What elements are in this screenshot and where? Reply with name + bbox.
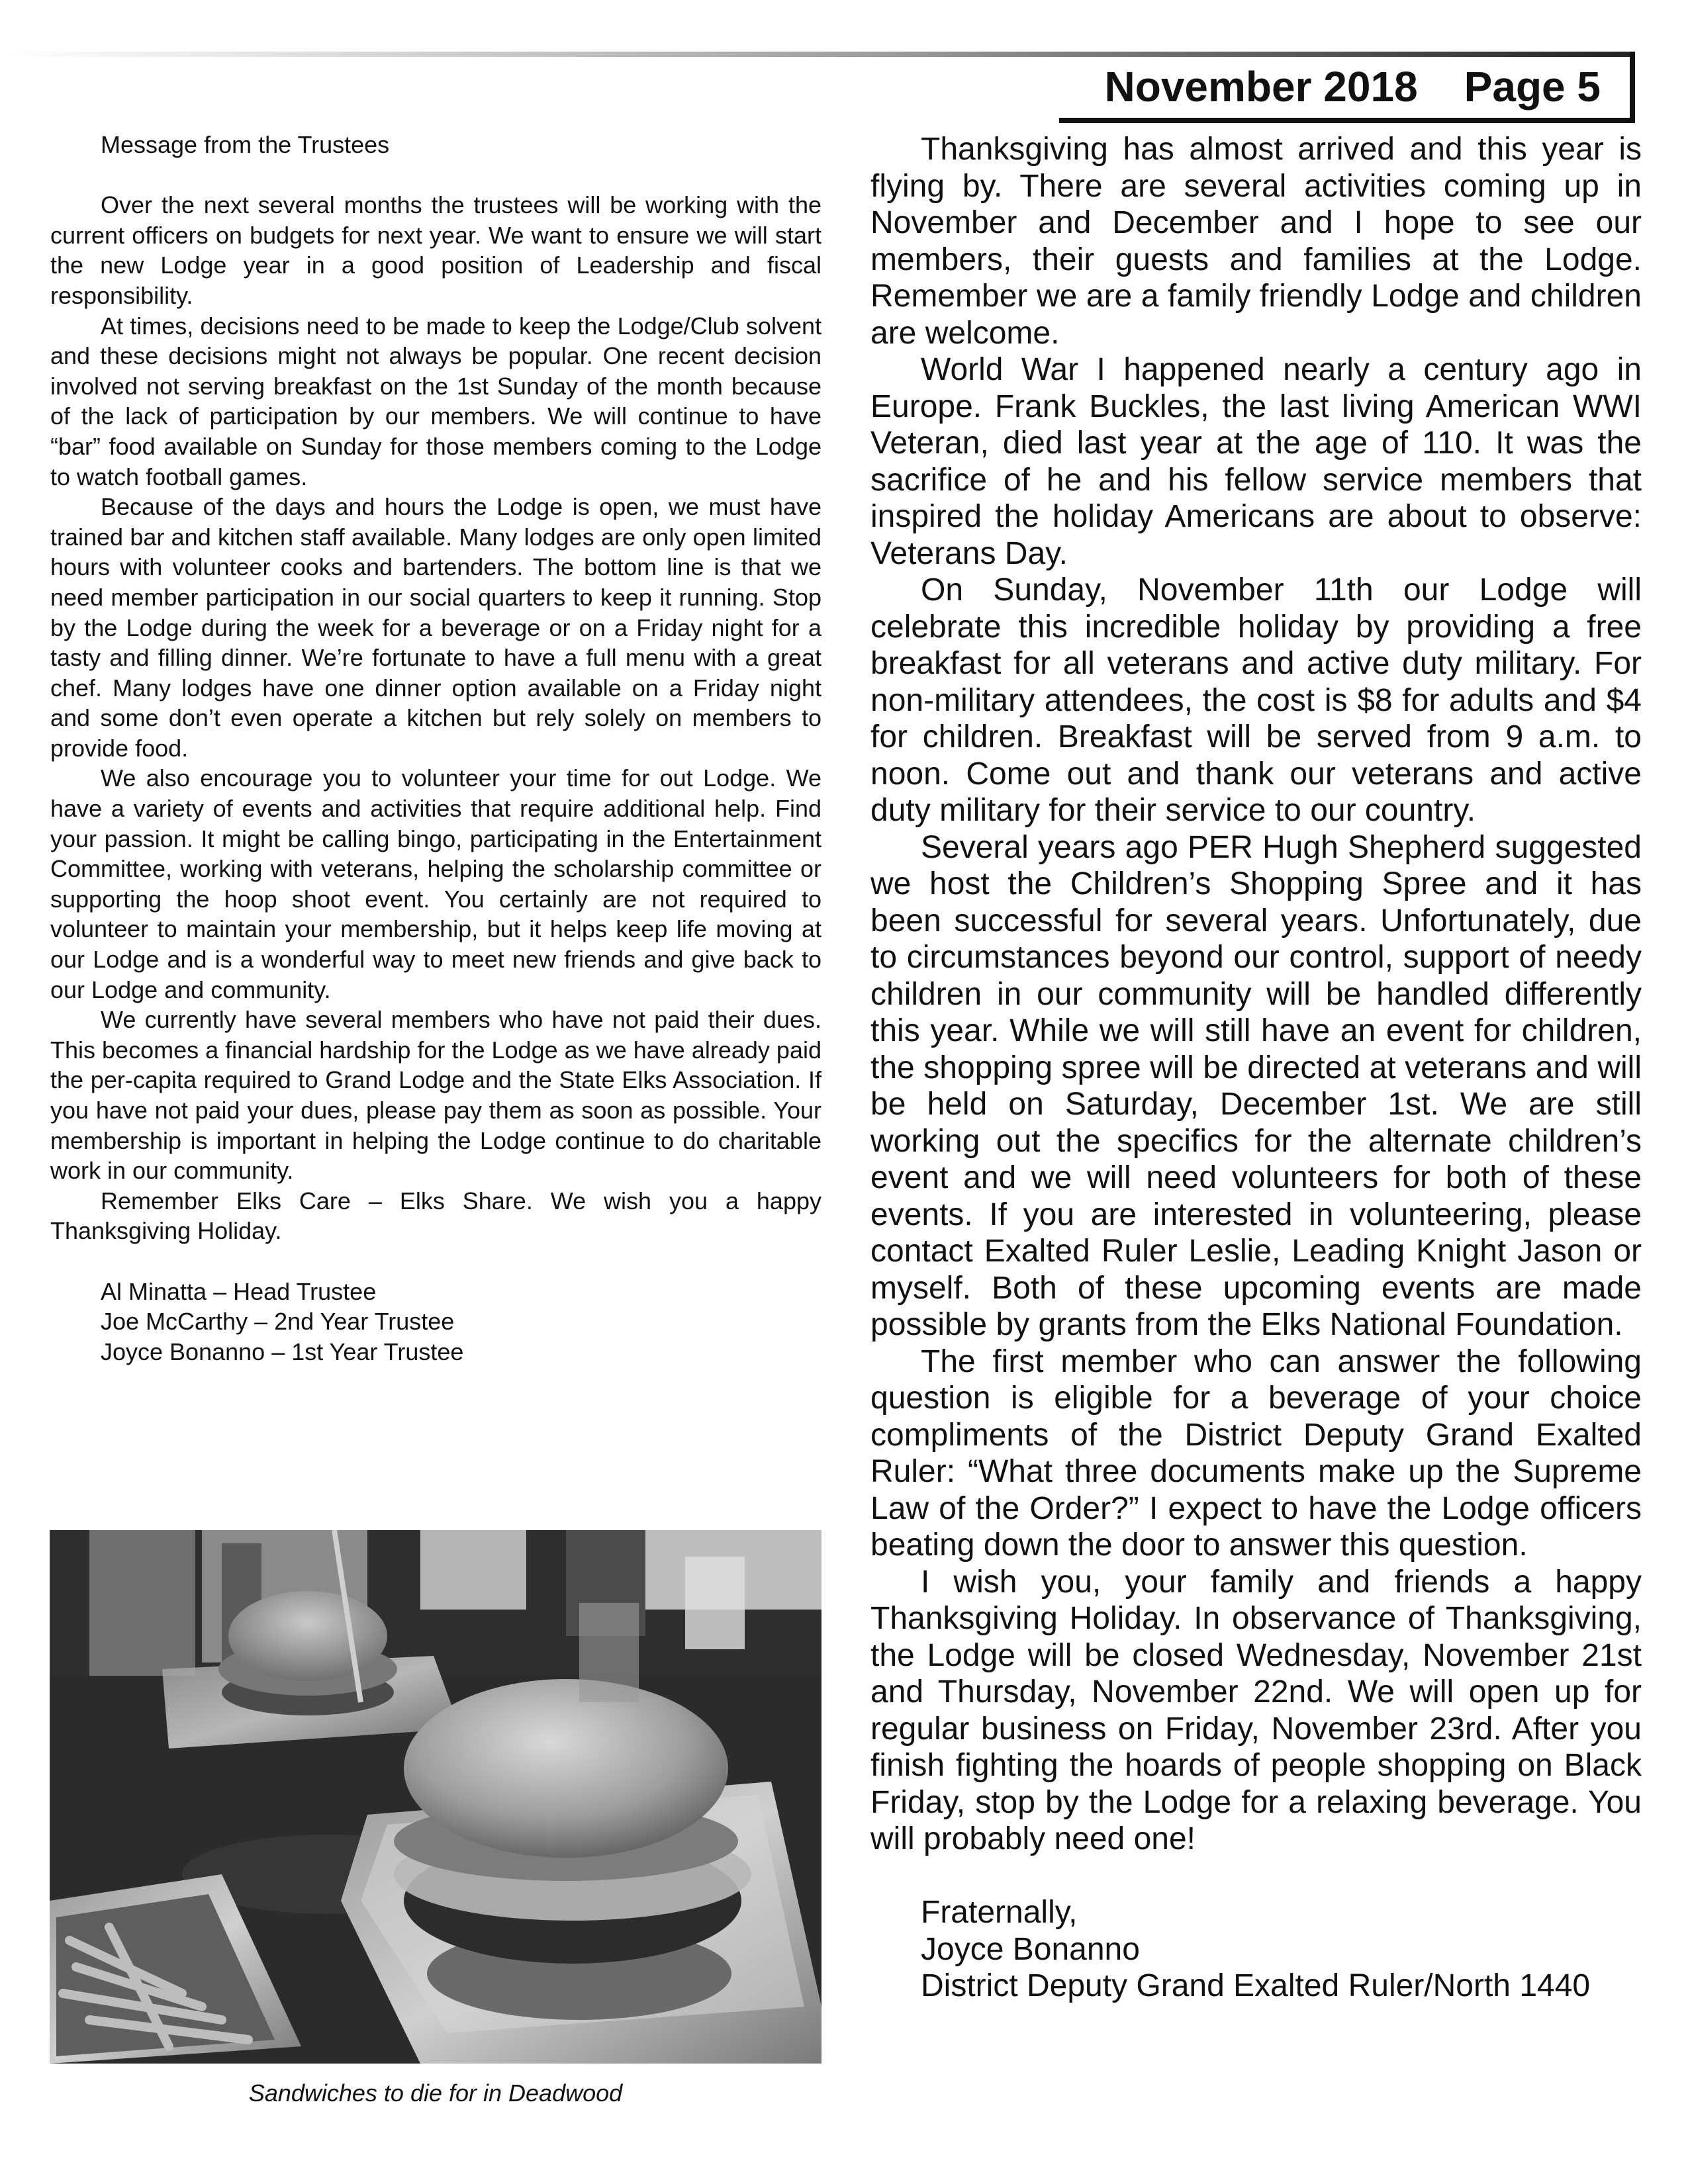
ddger-paragraph: The first member who can answer the following question is eligible for a beverage of your choice compliments of the District Deputy Grand Exalted Ruler: “What three documents make up the Supreme Law of the Order?” I expect to have the Lodge officers beating down the door to answer this question. [870, 1343, 1642, 1563]
issue-date: November 2018 [1104, 63, 1418, 111]
trustees-paragraph: At times, decisions need to be made to keep the Lodge/Club solvent and these decisions might not always be popular. One recent decision involved not serving breakfast on the 1st Sunday of the month because of the lack of participation by our members. We will continue to have “bar” food available on Sunday for those members coming to the Lodge to watch football games. [50, 312, 821, 490]
header-text [1105, 62, 1601, 111]
ddger-paragraph: On Sunday, November 11th our Lodge will celebrate this incredible holiday by providing a free breakfast for all veterans and active duty military. For non-military attendees, the cost is $8 for adults and $4 for children. Breakfast will be served from 9 a.m. to noon. Come out and thank our veterans and active duty military for their service to our country. [870, 572, 1642, 828]
trustees-signatures [101, 1277, 821, 1367]
signature-line: Joyce Bonanno – 1st Year Trustee [101, 1338, 464, 1365]
page-number: Page 5 [1464, 63, 1601, 111]
trustees-paragraph: Remember Elks Care – Elks Share. We wish you a happy Thanksgiving Holiday. [50, 1187, 821, 1245]
signature-line: Joe McCarthy – 2nd Year Trustee [101, 1308, 455, 1336]
ddger-paragraph: World War I happened nearly a century ago in Europe. Frank Buckles, the last living American WWI Veteran, died last year at the age of 110. It was the sacrifice of he and his fellow service members that inspired the holiday Americans are about to observe: Veterans Day. [870, 352, 1642, 571]
trustees-paragraph: Because of the days and hours the Lodge is open, we must have trained bar and kitchen staff available. Many lodges are only open limited hours with volunteer cooks and bartenders. The bottom line is that we need member participation in our social quarters to keep it running. Stop by the Lodge during the week for a beverage or on a Friday night for a tasty and filling dinner. We’re fortunate to have a full menu with a great chef. Many lodges have one dinner option available on a Friday night and some don’t even operate a kitchen but rely solely on members to provide food. [50, 493, 821, 762]
ddger-article [870, 131, 1642, 2005]
ddger-paragraph: Several years ago PER Hugh Shepherd suggested we host the Children’s Shopping Spree and it has been successful for several years. Unfortunately, due to circumstances beyond our control, support of needy children in our community will be handled differently this year. While we will still have an event for children, the shopping spree will be directed at veterans and will be held on Saturday, December 1st. We are still working out the specifics for the alternate children’s event and we will need volunteers for both of these events. If you are interested in volunteering, please contact Exalted Ruler Leslie, Leading Knight Jason or myself. Both of these upcoming events are made possible by grants from the Elks National Foundation. [870, 829, 1642, 1342]
trustees-paragraph: We also encourage you to volunteer your time for out Lodge. We have a variety of events and activities that require additional help. Find your passion. It might be calling bingo, participating in the Entertainment Committee, working with veterans, helping the scholarship committee or supporting the hoop shoot event. You certainly are not required to volunteer to maintain your membership, but it helps keep life moving at our Lodge and is a wonderful way to meet new friends and give back to our Lodge and community. [50, 764, 821, 1003]
ddger-paragraph: I wish you, your family and friends a happy Thanksgiving Holiday. In observance of Thanksgiving, the Lodge will be closed Wednesday, November 21st and Thursday, November 22nd. We will open up for regular business on Friday, November 23rd. After you finish fighting the hoards of people shopping on Black Friday, stop by the Lodge for a relaxing beverage. You will probably need one! [870, 1564, 1642, 1856]
trustees-article [50, 130, 821, 1367]
closing-salutation: Fraternally, [921, 1895, 1078, 1930]
trustees-paragraph: We currently have several members who have not paid their dues. This becomes a financial hardship for the Lodge as we have already paid the per-capita required to Grand Lodge and the State Elks Association. If you have not paid your dues, please pay them as soon as possible. Your membership is important in helping the Lodge continue to do charitable work in our community. [50, 1006, 821, 1185]
trustees-paragraph: Over the next several months the trustees will be working with the current officers on budgets for next year. We want to ensure we will start the new Lodge year in a good position of Leadership and fiscal responsibility. [50, 191, 821, 309]
photo-caption: Sandwiches to die for in Deadwood [248, 2079, 623, 2107]
page-header [1059, 52, 1635, 123]
closing-name: Joyce Bonanno [921, 1931, 1140, 1967]
ddger-paragraph: Thanksgiving has almost arrived and this year is flying by. There are several activities coming up in November and December and I hope to see our members, their guests and families at the Lodge. Remember we are a family friendly Lodge and children are welcome. [870, 132, 1642, 351]
burger-photo [50, 1530, 821, 2064]
closing-title: District Deputy Grand Exalted Ruler/North 1440 [921, 1968, 1591, 2003]
signature-line: Al Minatta – Head Trustee [101, 1277, 377, 1305]
ddger-closing [870, 1894, 1642, 2005]
trustees-heading: Message from the Trustees [101, 131, 390, 158]
